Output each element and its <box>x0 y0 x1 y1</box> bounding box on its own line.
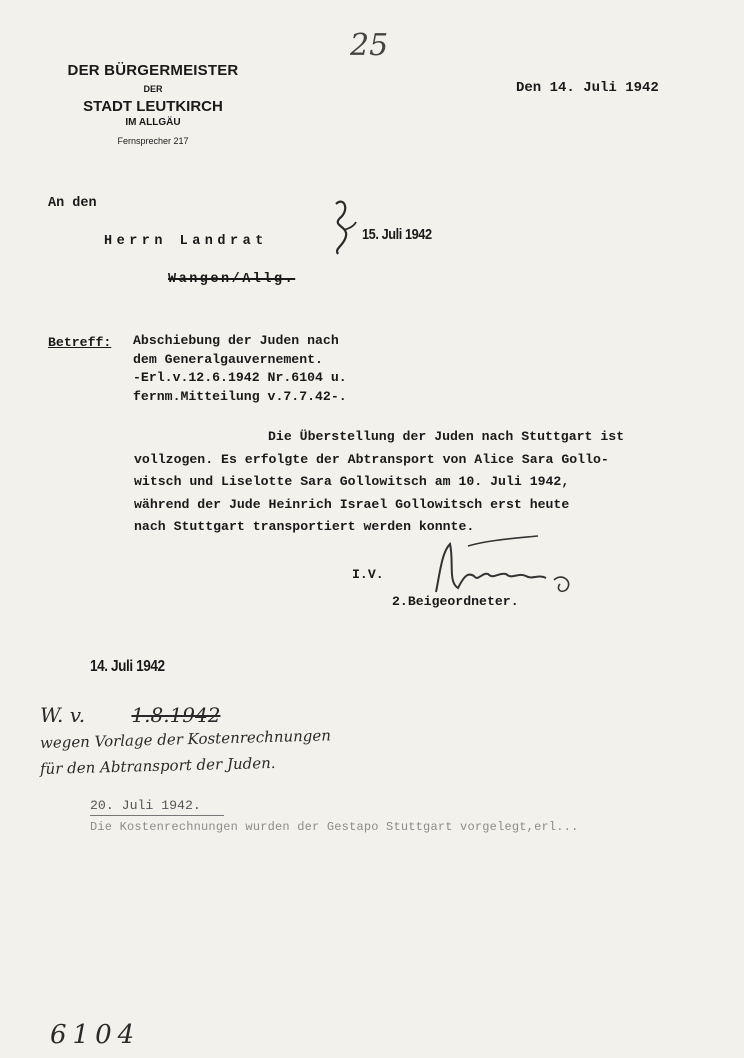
paraph-mark <box>326 196 360 258</box>
letterhead-der: DER <box>143 84 163 94</box>
subject-line: Abschiebung der Juden nach <box>133 333 339 348</box>
page-number-mark: 25 <box>350 28 389 63</box>
file-number: 6104 <box>50 1020 141 1050</box>
note-line-2: wegen Vorlage der Kostenrechnungen <box>39 726 332 752</box>
subject-block <box>133 332 347 406</box>
followup-date: 20. Juli 1942. <box>90 798 201 813</box>
followup-underline <box>90 815 224 816</box>
signature-scrawl <box>428 532 578 602</box>
body-paragraph <box>134 426 624 539</box>
letterhead-title: DER BÜRGERMEISTER <box>67 62 239 79</box>
body-line: Die Überstellung der Juden nach Stuttgart ist <box>268 429 625 444</box>
note-line-1 <box>40 703 220 727</box>
received-stamp: 15. Juli 1942 <box>362 226 432 243</box>
note-struck-date: 1.8.1942 <box>131 703 221 727</box>
subject-line: dem Generalgauvernement. <box>133 351 323 367</box>
note-wv: W. v. <box>40 703 86 727</box>
outgoing-stamp: 14. Juli 1942 <box>90 658 165 675</box>
subject-line: fernm.Mitteilung v.7.7.42-. <box>133 388 347 404</box>
signature-iv: I.V. <box>352 567 384 582</box>
followup-text: Die Kostenrechnungen wurden der Gestapo Stuttgart vorgelegt,erl... <box>90 820 579 834</box>
subject-line: -Erl.v.12.6.1942 Nr.6104 u. <box>133 370 347 385</box>
signature-title: 2.Beigeordneter. <box>392 594 519 609</box>
letterhead-region: IM ALLGÄU <box>125 117 181 128</box>
date-line: Den 14. Juli 1942 <box>516 80 659 96</box>
letterhead-city: STADT LEUTKIRCH <box>83 98 223 115</box>
recipient-name: Herrn Landrat <box>104 234 268 249</box>
body-line: vollzogen. Es erfolgte der Abtransport von Alice Sara Gollo- <box>134 451 609 467</box>
letterhead-phone: Fernsprecher 217 <box>117 136 189 146</box>
recipient-prefix: An den <box>48 196 97 211</box>
body-line: während der Jude Heinrich Israel Gollowitsch erst heute <box>134 496 570 512</box>
note-line-3: für den Abtransport der Juden. <box>39 753 276 778</box>
body-line: witsch und Liselotte Sara Gollowitsch am 10. Juli 1942, <box>134 474 570 489</box>
recipient-location: Wangen/Allg. <box>168 272 296 287</box>
body-line: nach Stuttgart transportiert werden konnte. <box>134 519 475 534</box>
subject-label: Betreff: <box>48 335 112 350</box>
